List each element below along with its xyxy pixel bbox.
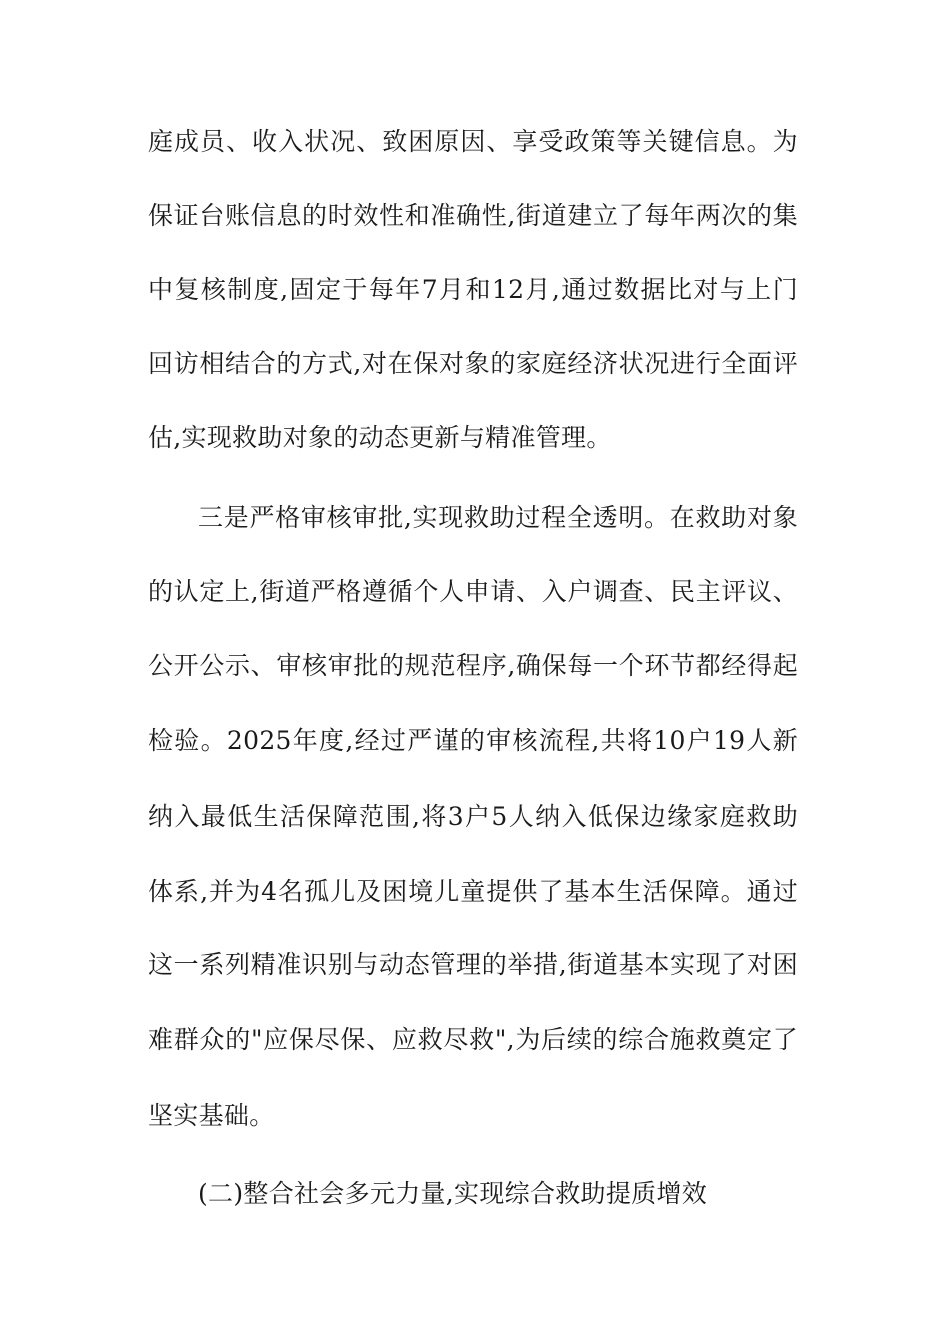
paragraph-line: 的认定上,街道严格遵循个人申请、入户调查、民主评议、 [148,577,798,606]
section-heading: (二)整合社会多元力量,实现综合救助提质增效 [198,1179,708,1208]
paragraph-line: 保证台账信息的时效性和准确性,街道建立了每年两次的集 [148,201,798,230]
paragraph-line: 中复核制度,固定于每年7月和12月,通过数据比对与上门 [148,275,798,304]
paragraph-line: 体系,并为4名孤儿及困境儿童提供了基本生活保障。通过 [148,877,798,906]
paragraph-line: 难群众的"应保尽保、应救尽救",为后续的综合施救奠定了 [148,1025,798,1054]
paragraph-line: 三是严格审核审批,实现救助过程全透明。在救助对象 [198,503,798,532]
paragraph-line: 纳入最低生活保障范围,将3户5人纳入低保边缘家庭救助 [148,802,798,831]
paragraph-line: 公开公示、审核审批的规范程序,确保每一个环节都经得起 [148,651,798,680]
paragraph-line: 检验。2025年度,经过严谨的审核流程,共将10户19人新 [148,726,798,755]
paragraph-line: 坚实基础。 [148,1101,275,1130]
paragraph-line: 庭成员、收入状况、致困原因、享受政策等关键信息。为 [148,127,798,156]
paragraph-line: 回访相结合的方式,对在保对象的家庭经济状况进行全面评 [148,349,798,378]
paragraph-line: 估,实现救助对象的动态更新与精准管理。 [148,423,612,452]
paragraph-line: 这一系列精准识别与动态管理的举措,街道基本实现了对困 [148,950,798,979]
